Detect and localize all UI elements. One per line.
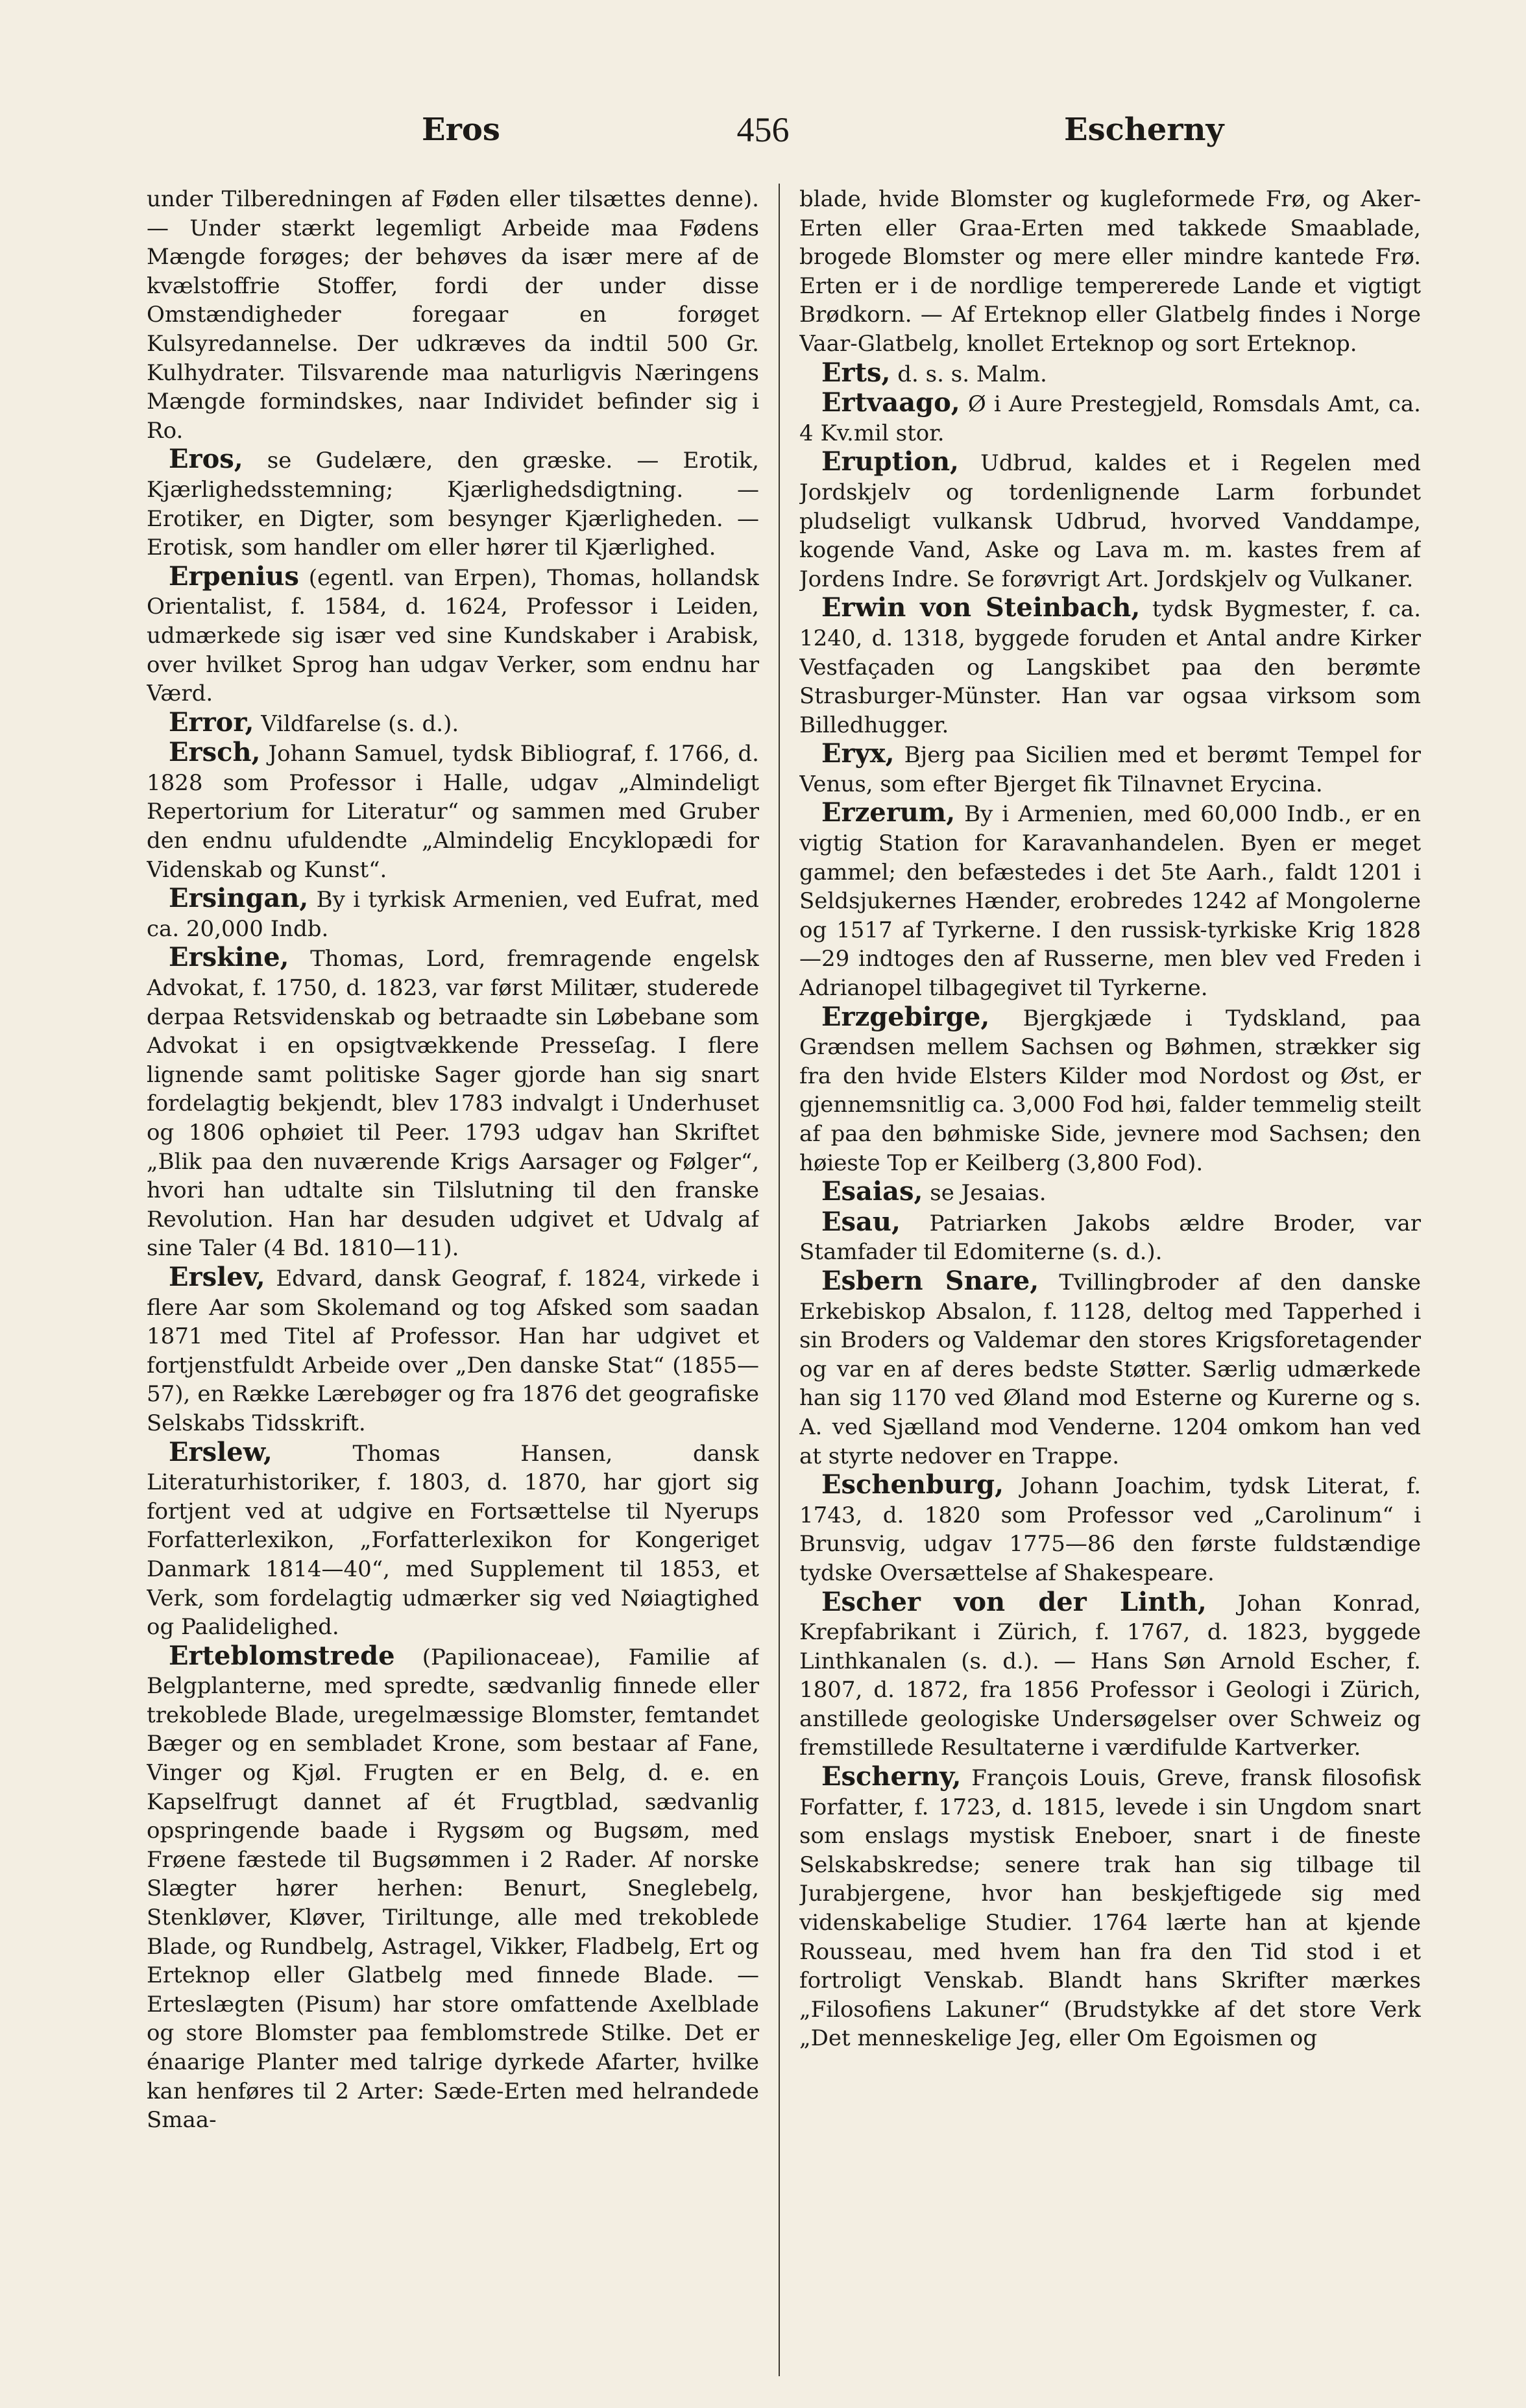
entry — [799, 448, 1421, 594]
entry — [147, 738, 759, 884]
entry — [799, 184, 1421, 359]
right-column — [799, 184, 1421, 2376]
entry — [799, 1471, 1421, 1587]
entry-text: Bjerg paa Sicilien med et berømt Tempel for Venus, som efter Bjerget fik Tilnavnet Erycina. — [799, 742, 1421, 797]
entry-headword: Ersingan, — [169, 883, 309, 914]
entry-headword: Erpenius — [169, 560, 299, 592]
entry — [799, 1763, 1421, 2053]
entry — [147, 708, 759, 739]
entry-text: Thomas, Lord, fremragende engelsk Advokat, f. 1750, d. 1823, var først Militær, studerede derpaa Retsvidenskab og betraadte sin Løbebane som Advokat i en opsigtvækkende Presseſag. I flere lignende samt politiske Sager gjorde han sig snart fordelagtig bekjendt, blev 1783 indvalgt i Underhuset og 1806 ophøiet til Peer. 1793 udgav han Skriftet „Blik paa den nuværende Krigs Aarsager og Følger“, hvori han udtalte sin Tilslutning til den franske Revolution. Han har desuden udgivet et Udvalg af sine Taler (4 Bd. 1810—11). — [147, 946, 759, 1262]
entry-text: Thomas Hansen, dansk Literaturhistoriker, f. 1803, d. 1870, har gjort sig fortjent ved at udgive en Fortsættelse til Nyerups Forfatterlexikon, „Forfatterlexikon for Kongeriget Danmark 1814—40“, med Supplement til 1853, et Verk, som fordelagtig udmærker sig ved Nøiagtighed og Paalidelighed. — [147, 1440, 759, 1641]
entry — [799, 1177, 1421, 1208]
entry-text: Johan Konrad, Krepfabrikant i Zürich, f. 1767, d. 1823, byggede Linthkanalen (s. d.). — Hans Søn Arnold Escher, f. 1807, d. 1872, fra 1856 Professor i Geologi i Zürich, anstillede geologiske Undersøgelser over Schweiz og fremstillede Resultaterne i værdifulde Kartverker. — [799, 1590, 1421, 1761]
entry-text: Vildfarelse (s. d.). — [261, 710, 459, 737]
entry-headword: Eros, — [169, 444, 243, 475]
entry-text: By i tyrkisk Armenien, ved Eufrat, med ca. 20,000 Indb. — [147, 887, 759, 942]
entry-text: Tvillingbroder af den danske Erkebiskop Absalon, f. 1128, deltog med Tapperhed i sin Broders og Valdemar den stores Krigsforetagender og var en af deres bedste Støtter. Særlig udmærkede han sig 1170 ved Øland mod Esterne og Kurerne og s. A. ved Sjælland mod Venderne. 1204 omkom han ved at styrte nedover en Trappe. — [799, 1269, 1421, 1469]
entry — [799, 1208, 1421, 1267]
entry — [799, 799, 1421, 1002]
entry-headword: Erzerum, — [821, 797, 956, 828]
entry-text: Bjergkjæde i Tydskland, paa Grændsen mellem Sachsen og Bøhmen, strækker sig fra den hvide Elsters Kilder mod Nordost og Øst, er gjennemsnitlig ca. 3,000 Fod høi, falder temmelig steilt af paa den bøhmiske Side, jevnere mod Sachsen; den høieste Top er Keilberg (3,800 Fod). — [799, 1005, 1421, 1176]
entry-headword: Erts, — [821, 357, 891, 388]
running-header — [0, 110, 1526, 162]
entry-text: By i Armenien, med 60,000 Indb., er en vigtig Station for Karavanhandelen. Byen er meget gammel; den befæstedes i det 5te Aarh., faldt 1201 i Seldsjukernes Hænder, erobredes 1242 af Mongolerne og 1517 af Tyrkerne. I den russisk-tyrkiske Krig 1828—29 indtoges den af Russerne, men blev ved Freden i Adrianopel tilbagegivet til Tyrkerne. — [799, 801, 1421, 1002]
entry — [147, 184, 759, 445]
entry-text: Johann Samuel, tydsk Bibliograf, f. 1766, d. 1828 som Professor i Halle, udgav „Almindeligt Repertorium for Literatur“ og sammen med Gruber den endnu ufuldendte „Almindelig Encyklopædi for Videnskab og Kunst“. — [147, 741, 759, 883]
entry — [799, 389, 1421, 448]
entry — [799, 1588, 1421, 1763]
entry — [799, 594, 1421, 740]
entry-headword: Ertvaago, — [821, 387, 960, 418]
entry — [147, 1263, 759, 1438]
entry-text: se Gudelære, den græske. — Erotik, Kjærlighedsstemning; Kjærlighedsdigtning. — Erotiker, en Digter, som besynger Kjærligheden. — Erotisk, som handler om eller hører til Kjærlighed. — [147, 448, 759, 561]
entry-text: François Louis, Greve, fransk filosofisk Forfatter, f. 1723, d. 1815, levede i sin Ungdom snart som enslags mystisk Eneboer, snart i de fineste Selskabskredse; senere trak han sig tilbage til Jurabjergene, hvor han beskjeftigede sig med videnskabelige Studier. 1764 lærte han at kjende Rousseau, med hvem han fra den Tid stod i et fortroligt Venskab. Blandt hans Skrifter mærkes „Filosofiens Lakuner“ (Brudstykke af det store Verk „Det menneskelige Jeg, eller Om Egoismen og — [799, 1765, 1421, 2052]
entry-text: blade, hvide Blomster og kugleformede Frø, og Aker-Erten eller Graa-Erten med takkede Smaablade, brogede Blomster og mere eller mindre kantede Frø. Erten er i de nordlige tempererede Lande et vigtigt Brødkorn. — Af Erteknop eller Glatbelg findes i Norge Vaar-Glatbelg, knollet Erteknop og sort Erteknop. — [799, 186, 1421, 357]
entry — [799, 740, 1421, 799]
entry-headword: Erslev, — [169, 1261, 265, 1292]
entry — [147, 1438, 759, 1642]
entry-text: under Tilberedningen af Føden eller tilsættes denne). — Under stærkt legemligt Arbeide maa Fødens Mængde forøges; der behøves da især mere af de kvælstoffrie Stoffer, fordi der under disse Omstændigheder foregaar en forøget Kulsyredannelse. Der udkræves da indtil 500 Gr. Kulhydrater. Tilsvarende maa naturligvis Næringens Mængde formindskes, naar Individet befinder sig i Ro. — [147, 186, 759, 444]
entry — [147, 445, 759, 562]
header-right-guideword: Escherny — [1064, 112, 1224, 148]
entry-text: d. s. s. Malm. — [897, 361, 1047, 387]
entry-headword: Erslew, — [169, 1436, 272, 1467]
entry-headword: Esbern Snare, — [821, 1265, 1039, 1296]
entry-text: Johann Joachim, tydsk Literat, f. 1743, d. 1820 som Professor ved „Carolinum“ i Brunsvig, udgav 1775—86 den første fuldstændige tydske Oversættelse af Shakespeare. — [799, 1473, 1421, 1586]
entry-headword: Erskine, — [169, 942, 289, 973]
left-column — [147, 184, 759, 2376]
entry-headword: Escher von der Linth, — [821, 1586, 1207, 1617]
entry-text: (egentl. van Erpen), Thomas, hollandsk Orientalist, f. 1584, d. 1624, Professor i Leiden, udmærkede sig især ved sine Kundskaber i Arabisk, over hvilket Sprog han udgav Verker, som endnu har Værd. — [147, 564, 759, 707]
column-divider — [779, 184, 780, 2376]
entry-headword: Eruption, — [821, 446, 959, 477]
header-left-guideword: Eros — [422, 112, 500, 148]
entry — [147, 884, 759, 943]
entry — [147, 1642, 759, 2135]
entry-headword: Esaias, — [821, 1176, 923, 1207]
entry-headword: Erwin von Steinbach, — [821, 592, 1141, 623]
page-number: 456 — [736, 110, 790, 149]
entry-headword: Esau, — [821, 1206, 901, 1237]
entry — [799, 1003, 1421, 1178]
entry-headword: Ersch, — [169, 737, 261, 768]
entry — [799, 1267, 1421, 1471]
entry-headword: Error, — [169, 706, 254, 738]
entry — [147, 562, 759, 708]
entry — [799, 359, 1421, 389]
entry — [147, 943, 759, 1263]
entry-text: (Papilionaceae), Familie af Belgplanterne, med spredte, sædvanlig finnede eller trekoblede Blade, uregelmæssige Blomster, femtandet Bæger og en sembladet Krone, som bestaar af Fane, Vinger og Kjøl. Frugten er en Belg, d. e. en Kapselfrugt dannet af ét Frugtblad, sædvanlig opspringende baade i Rygsøm og Bugsøm, med Frøene fæstede til Bugsømmen i 2 Rader. Af norske Slægter hører herhen: Benurt, Sneglebelg, Stenkløver, Kløver, Tiriltunge, alle med trekoblede Blade, og Rundbelg, Astragel, Vikker, Fladbelg, Ert og Erteknop eller Glatbelg med finnede Blade. — Erteslægten (Pisum) har store omfattende Axelblade og store Blomster paa femblomstrede Stilke. Det er énaarige Planter med talrige dyrkede Afarter, hvilke kan henføres til 2 Arter: Sæde-Erten med helrandede Smaa- — [147, 1644, 759, 2134]
entry-headword: Eschenburg, — [821, 1469, 1004, 1500]
entry-headword: Erteblomstrede — [169, 1640, 395, 1671]
entry-text: Ø i Aure Prestegjeld, Romsdals Amt, ca. 4 Kv.mil stor. — [799, 391, 1421, 446]
entry-text: Udbrud, kaldes et i Regelen med Jordskjelv og tordenlignende Larm forbundet pludseligt vulkansk Udbrud, hvorved Vanddampe, kogende Vand, Aske og Lava m. m. kastes frem af Jordens Indre. Se forøvrigt Art. Jordskjelv og Vulkaner. — [799, 450, 1421, 592]
entry-headword: Eryx, — [821, 738, 895, 769]
entry-headword: Escherny, — [821, 1761, 962, 1792]
entry-text: se Jesaias. — [930, 1180, 1047, 1207]
entry-text: Edvard, dansk Geograf, f. 1824, virkede i flere Aar som Skolemand og tog Afsked som saadan 1871 med Titel af Professor. Han har udgivet et fortjenstfuldt Arbeide over „Den danske Stat“ (1855—57), en Række Lærebøger og fra 1876 det geografiske Selskabs Tidsskrift. — [147, 1265, 759, 1436]
entry-text: Patriarken Jakobs ældre Broder, var Stamfader til Edomiterne (s. d.). — [799, 1210, 1421, 1266]
entry-headword: Erzgebirge, — [821, 1001, 990, 1032]
entry-text: tydsk Bygmester, f. ca. 1240, d. 1318, byggede foruden et Antal andre Kirker Vestfaçaden og Langskibet paa den berømte Strasburger-Münster. Han var ogsaa virksom som Billedhugger. — [799, 596, 1421, 738]
